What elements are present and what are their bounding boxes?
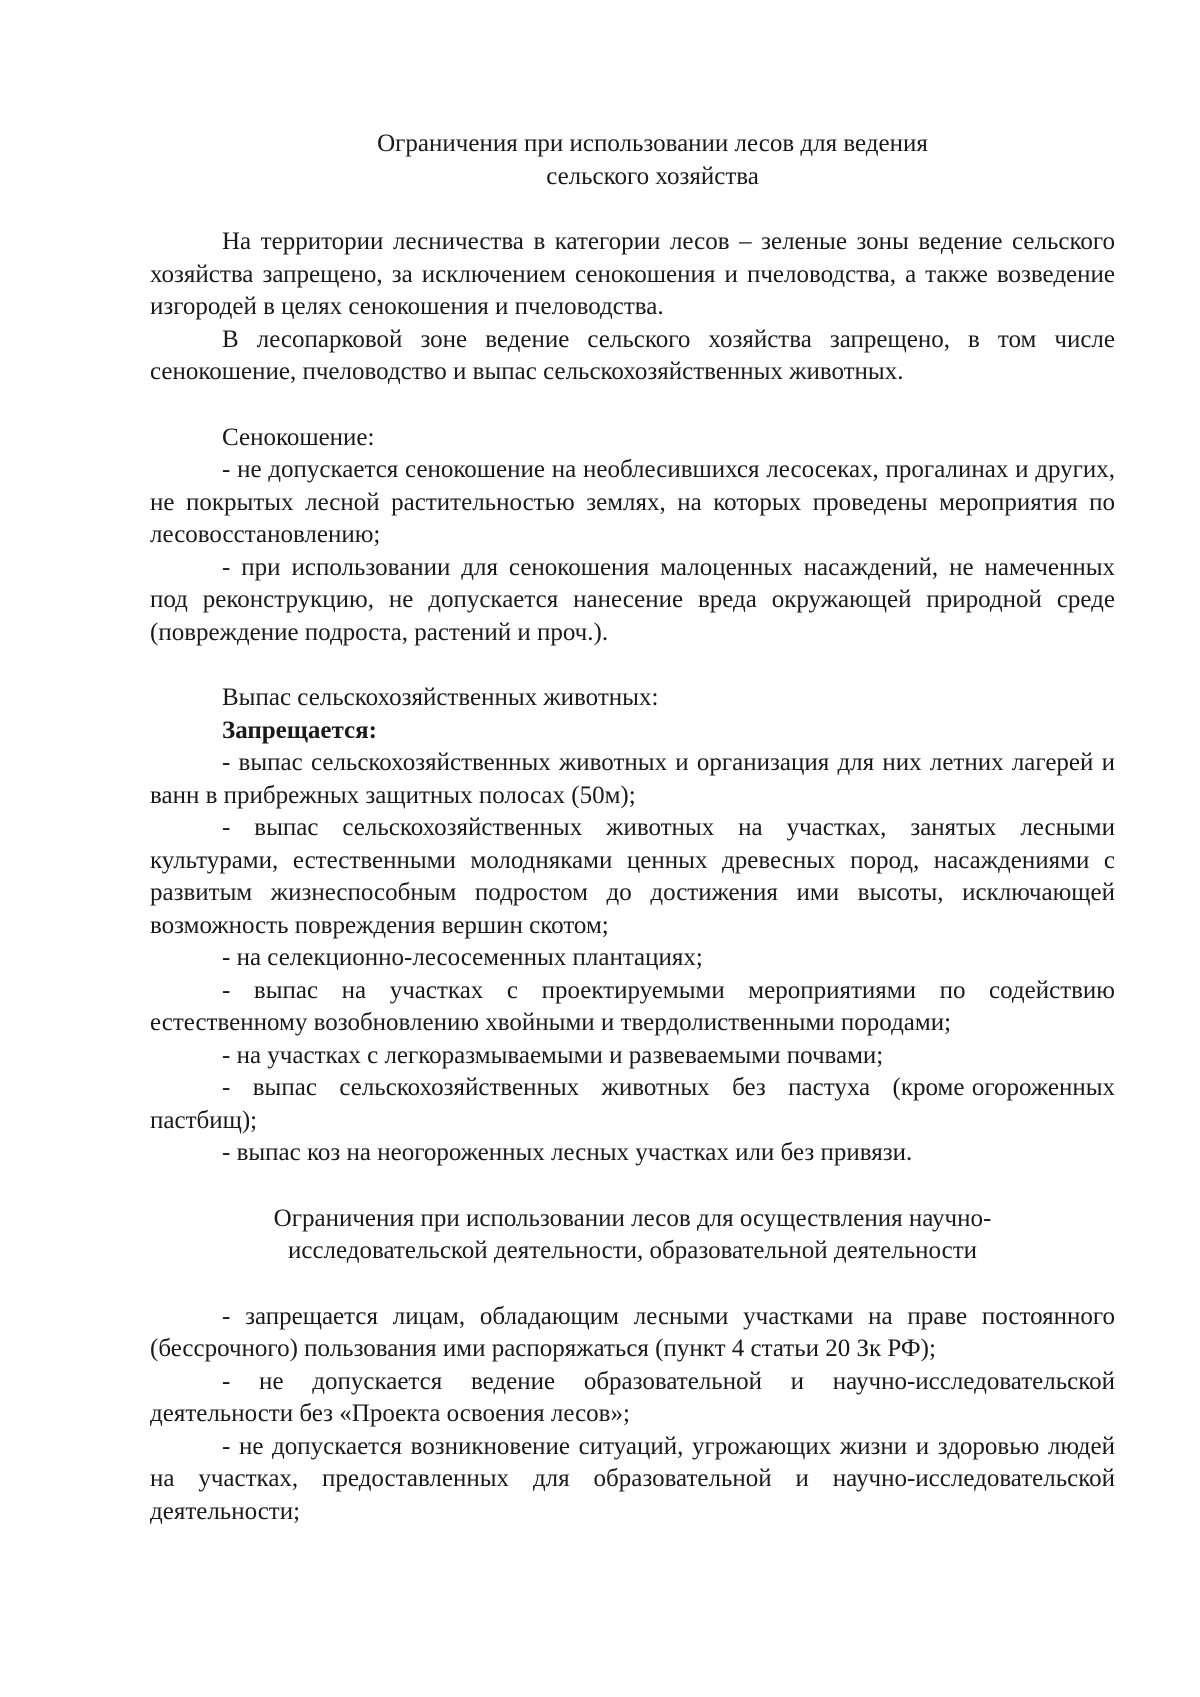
section1-paragraph-2: В лесопарковой зоне ведение сельского хозяйства запрещено, в том числе сенокошение, пчеловодство и выпас сельскохозяйственных животных. bbox=[150, 325, 1115, 385]
grazing-heading: Выпас сельскохозяйственных животных: bbox=[222, 684, 659, 711]
spacer bbox=[150, 389, 1115, 422]
grazing-item-7: - выпас коз на неогороженных лесных участках или без привязи. bbox=[222, 1139, 913, 1166]
grazing-item-3: - на селекционно-лесосеменных плантациях; bbox=[222, 944, 703, 971]
section2-item-2: - не допускается ведение образовательной и научно-исследовательской деятельности без «Проекта освоения лесов»; bbox=[150, 1367, 1115, 1427]
section2-item-1: - запрещается лицам, обладающим лесными участками на праве постоянного (бессрочного) пользования ими распоряжаться (пункт 4 статьи 20 Зк РФ); bbox=[150, 1302, 1115, 1362]
grazing-item-4: - выпас на участках с проектируемыми мероприятиями по содействию естественному возобновлению хвойными и твердолиственными породами; bbox=[150, 976, 1115, 1036]
section1-paragraph-1: На территории лесничества в категории лесов – зеленые зоны ведение сельского хозяйства запрещено, за исключением сенокошения и пчеловодства, а также возведение изгородей в целях сенокошения и пчеловодства. bbox=[150, 228, 1115, 320]
section1-title-line2: сельского хозяйства bbox=[546, 162, 759, 190]
grazing-item-2: - выпас сельскохозяйственных животных на участках, занятых лесными культурами, естественными молодняками ценных древесных пород, насаждениями с развитым жизнеспособным подростом до достижения ими высоты, исключающей возможность повреждения вершин скотом; bbox=[150, 814, 1115, 939]
spacer bbox=[150, 1170, 1115, 1203]
spacer bbox=[150, 1268, 1115, 1301]
spacer bbox=[150, 193, 1115, 226]
section1-title-line1: Ограничения при использовании лесов для ведения bbox=[377, 130, 928, 157]
document-page bbox=[150, 128, 1122, 1528]
grazing-item-6: - выпас сельскохозяйственных животных без пастуха (кроме огороженных пастбищ); bbox=[150, 1074, 1122, 1134]
section2-item-3: - не допускается возникновение ситуаций, угрожающих жизни и здоровью людей на участках, предоставленных для образовательной и научно-исследовательской деятельности; bbox=[150, 1432, 1115, 1525]
grazing-item-1: - выпас сельскохозяйственных животных и организация для них летних лагерей и ванн в прибрежных защитных полосах (50м); bbox=[150, 749, 1115, 809]
haymaking-heading: Сенокошение: bbox=[222, 423, 375, 451]
grazing-prohibited-label: Запрещается: bbox=[222, 716, 378, 744]
grazing-item-5: - на участках с легкоразмываемыми и развеваемыми почвами; bbox=[222, 1041, 884, 1069]
section2-title-line1: Ограничения при использовании лесов для осуществления научно- bbox=[273, 1204, 992, 1232]
spacer bbox=[150, 649, 1115, 682]
haymaking-item-1: - не допускается сенокошение на необлесившихся лесосеках, прогалинах и других, не покрытых лесной растительностью землях, на которых проведены мероприятия по лесовосстановлению; bbox=[150, 456, 1115, 548]
section1-title bbox=[150, 128, 1115, 193]
section2-title-line2: исследовательской деятельности, образовательной деятельности bbox=[287, 1237, 978, 1264]
haymaking-item-2: - при использовании для сенокошения малоценных насаждений, не намеченных под реконструкцию, не допускается нанесение вреда окружающей природной среде (повреждение подроста, растений и проч.). bbox=[150, 553, 1115, 646]
section2-title bbox=[150, 1203, 1115, 1268]
